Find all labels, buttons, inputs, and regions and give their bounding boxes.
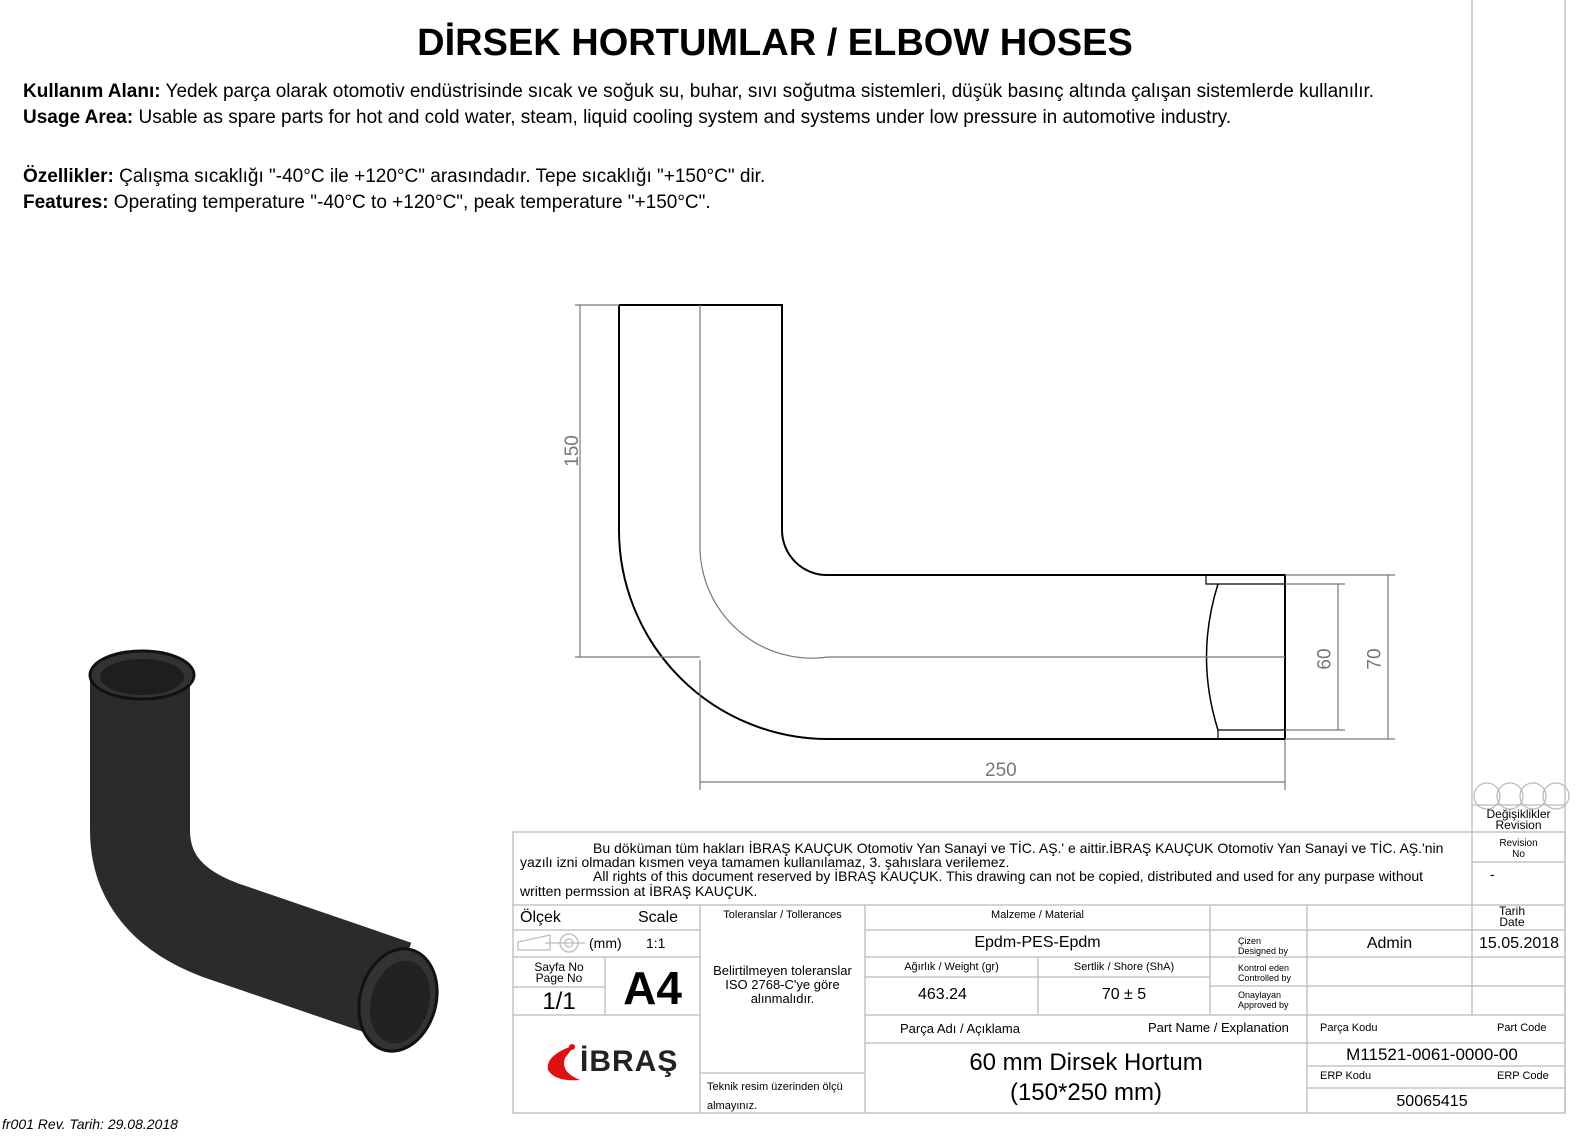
hose-outline	[619, 305, 1285, 739]
features-en: Features: Operating temperature "-40°C to +120°C", peak temperature "+150°C".	[23, 192, 711, 213]
revision-label: Değişiklikler Revision	[1486, 807, 1551, 832]
scale-value: 1:1	[646, 935, 666, 951]
usage-tr: Kullanım Alanı: Yedek parça olarak otomotiv endüstrisinde sıcak ve soğuk su, buhar, sıvı soğutma sistemleri, düşük basınç altında çalışan sistemlerde kullanılır.	[23, 81, 1375, 102]
page-no-label: Sayfa No Page No	[534, 960, 584, 985]
revision-no-value: -	[1490, 866, 1495, 882]
shore-label: Sertlik / Shore (ShA)	[1073, 961, 1175, 973]
designed-label: Çizen Designed by	[1238, 936, 1289, 956]
erp-label-en: ERP Code	[1497, 1070, 1549, 1082]
erp-value: 50065415	[1396, 1093, 1468, 1110]
material-label: Malzeme / Material	[991, 909, 1084, 921]
paper-size: A4	[623, 962, 682, 1014]
tolerances-note: Teknik resim üzerinden ölçü almayınız.	[707, 1081, 843, 1112]
tolerances-label: Toleranslar / Tollerances	[723, 909, 842, 921]
part-code-value: M11521-0061-0000-00	[1346, 1045, 1518, 1064]
usage-en: Usage Area: Usable as spare parts for hot and cold water, steam, liquid cooling system and systems under low pressure in automotive industry.	[23, 107, 1232, 128]
copyright-line: yazılı izni olmadan kısmen veya tamamen kullanılamaz, 3. şahıslara verilemez.	[520, 854, 1010, 870]
part-code-label-en: Part Code	[1497, 1022, 1547, 1034]
copyright-line: All rights of this document reserved by İBRAŞ KAUÇUK. This drawing can not be copied, distributed and used for any purpase without	[593, 868, 1424, 884]
controlled-label: Kontrol eden Controlled by	[1238, 963, 1292, 983]
material-value: Epdm-PES-Epdm	[974, 934, 1101, 951]
footer-revision-date: fr001 Rev. Tarih: 29.08.2018	[2, 1116, 178, 1132]
scale-unit: (mm)	[589, 935, 622, 951]
part-name-value: 60 mm Dirsek Hortum (150*250 mm)	[969, 1049, 1203, 1106]
dim-60: 60	[1314, 648, 1336, 670]
part-name-label-en: Part Name / Explanation	[1148, 1020, 1289, 1035]
dim-70: 70	[1364, 648, 1386, 670]
weight-value: 463.24	[918, 986, 967, 1003]
copyright-line: Bu döküman tüm hakları İBRAŞ KAUÇUK Otomotiv Yan Sanayi ve TİC. AŞ.' e aittir.İBRAŞ KAUÇUK Otomotiv Yan Sanayi ve TİC. AŞ.'nin	[593, 840, 1444, 856]
page-no-value: 1/1	[542, 988, 576, 1015]
designed-value: Admin	[1366, 935, 1413, 952]
part-code-label-tr: Parça Kodu	[1320, 1022, 1378, 1034]
dimension-lines	[575, 305, 1395, 790]
approved-label: Onaylayan Approved by	[1238, 990, 1289, 1010]
hose-body	[140, 670, 395, 990]
shore-value: 70 ± 5	[1101, 986, 1147, 1003]
date-label: Tarih Date	[1498, 904, 1525, 929]
part-name-label-tr: Parça Adı / Açıklama	[900, 1021, 1020, 1036]
scale-label-en: Scale	[638, 909, 679, 926]
features-tr: Özellikler: Çalışma sıcaklığı "-40°C ile +120°C" arasındadır. Tepe sıcaklığı "+150°C" dir.	[23, 166, 766, 187]
page-title: DİRSEK HORTUMLAR / ELBOW HOSES	[417, 22, 1133, 64]
tolerances-text: Belirtilmeyen toleranslar ISO 2768-C'ye göre alınmalıdır.	[713, 963, 852, 1006]
scale-label-tr: Ölçek	[520, 909, 561, 926]
weight-label: Ağırlık / Weight (gr)	[904, 961, 999, 973]
erp-label-tr: ERP Kodu	[1320, 1070, 1372, 1082]
revision-no-label: Revision No	[1499, 838, 1538, 860]
dim-250: 250	[985, 760, 1017, 781]
date-value: 15.05.2018	[1479, 935, 1560, 952]
ibras-logo-mark	[548, 1044, 580, 1080]
company-logo: İBRAŞ	[580, 1045, 679, 1078]
hose-3d-render	[90, 651, 448, 1060]
dim-150: 150	[561, 435, 583, 467]
copyright-line: written permssion at İBRAŞ KAUÇUK.	[520, 883, 758, 899]
